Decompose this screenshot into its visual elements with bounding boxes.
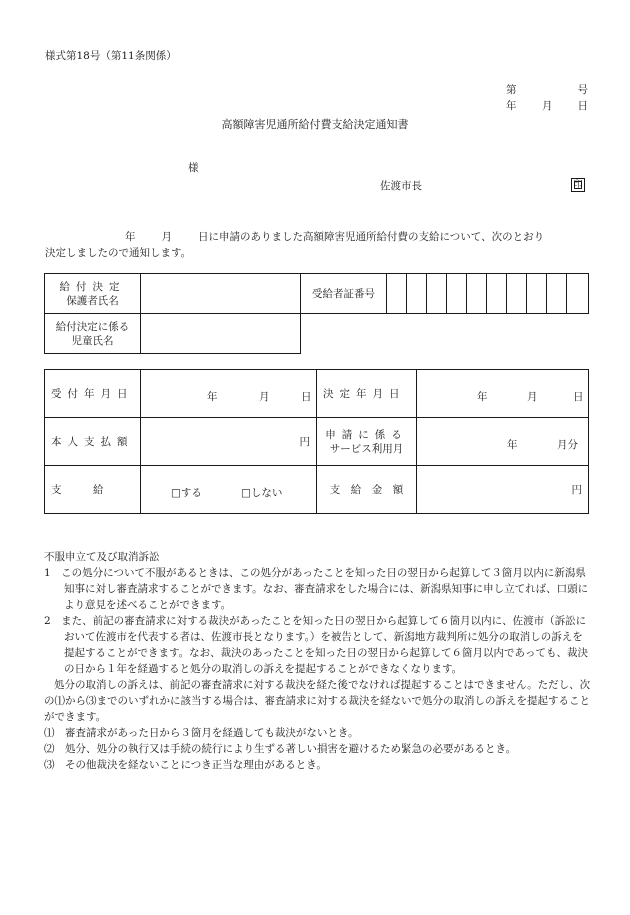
service-month-label-line-2: サービス利用月	[329, 442, 404, 455]
notes-item-2: 2 また、前記の審査請求に対する裁決があったことを知った日の翌日から起算して６箇月以内に、佐渡市（訴訟において佐渡市を代表する者は、佐渡市長となります。）を被告として、新潟地方裁判所に処分の取消しの訴えを提起することができます。なお、裁決のあったことを知った日の翌日から起算して６箇月以内であっても、裁決の日から１年を経過すると処分の取消しの訴えを提起することができなくなります。	[44, 615, 588, 675]
payment-details-table	[44, 369, 589, 514]
form-number: 様式第18号（第11条関係）	[45, 50, 177, 62]
self-payment-label: 本人支払額	[45, 418, 141, 466]
decision-date-label: 決定年月日	[317, 370, 417, 418]
issuer-name: 佐渡市長	[380, 180, 422, 192]
recipient-number-digit[interactable]	[507, 274, 527, 314]
notes-sub-3: ⑶ その他裁決を経ないことにつき正当な理由があるとき。	[44, 759, 327, 771]
intro-paragraph	[45, 229, 590, 261]
date-day: 日	[577, 100, 588, 112]
payment-amount-label: 支 給 金 額	[317, 466, 417, 514]
recipient-number-digit[interactable]	[387, 274, 407, 314]
decision-year: 年	[477, 390, 488, 403]
service-year: 年	[507, 438, 518, 451]
child-name-field[interactable]	[141, 314, 301, 354]
self-payment-yen: 円	[299, 436, 310, 448]
receipt-date-label: 受付年月日	[45, 370, 141, 418]
child-label-line-2: 児童氏名	[71, 334, 114, 347]
guardian-name-field[interactable]	[141, 274, 301, 314]
receipt-day: 日	[301, 390, 312, 403]
recipient-number-digit[interactable]	[427, 274, 447, 314]
number-suffix: 号	[577, 84, 588, 96]
recipient-number-digit[interactable]	[527, 274, 547, 314]
child-label-line-1: 給付決定に係る	[55, 320, 130, 333]
payment-amount-yen: 円	[571, 484, 582, 496]
recipient-number-digit[interactable]	[567, 274, 589, 314]
empty-area	[301, 314, 589, 354]
intro-line-2: 決定しましたので通知します。	[45, 247, 192, 259]
payment-options	[141, 466, 317, 514]
payment-option-no[interactable]: □しない	[241, 486, 283, 499]
receipt-month: 月	[259, 390, 270, 403]
decision-date-field[interactable]	[417, 370, 589, 418]
notes-sub-2: ⑵ 処分、処分の執行又は手続の続行により生ずる著しい損害を避けるため緊急の必要があるとき。	[44, 743, 517, 755]
appeal-notes	[44, 549, 592, 773]
self-payment-field[interactable]	[141, 418, 317, 466]
date-year: 年	[506, 100, 517, 112]
payment-label: 支 給	[45, 466, 141, 514]
payment-amount-field[interactable]	[417, 466, 589, 514]
notes-paragraph: 処分の取消しの訴えは、前記の審査請求に対する裁決を経た後でなければ提起することはできません。ただし、次の⑴から⑶までのいずれかに該当する場合は、審査請求に対する裁決を経ないで処分の取消しの訴えを提起することができます。	[44, 679, 591, 723]
intro-year: 年	[125, 231, 136, 243]
intro-line-1	[45, 229, 590, 245]
recipient-number-label: 受給者証番号	[301, 274, 387, 314]
notes-item-1: 1 この処分について不服があるときは、この処分があったことを知った日の翌日から起算して３箇月以内に新潟県知事に対し審査請求することができます。なお、審査請求をした場合には、新潟県知事に申し立てれば、口頭により意見を述べることができます。	[44, 567, 589, 611]
service-month-unit: 月分	[557, 438, 578, 451]
receipt-date-field[interactable]	[141, 370, 317, 418]
guardian-label-line-1: 給付決定	[59, 280, 126, 293]
date-month: 月	[542, 100, 553, 112]
recipient-number-digit[interactable]	[467, 274, 487, 314]
seal-mark: 印	[571, 178, 585, 192]
number-prefix: 第	[506, 84, 517, 96]
recipient-number-digit[interactable]	[547, 274, 567, 314]
service-month-field[interactable]	[417, 418, 589, 466]
recipient-number-digit[interactable]	[407, 274, 427, 314]
decision-month: 月	[527, 390, 538, 403]
recipient-info-table	[44, 273, 589, 354]
recipient-number-digit[interactable]	[447, 274, 467, 314]
service-month-label	[317, 418, 417, 466]
notes-sub-1: ⑴ 審査請求があった日から３箇月を経過しても裁決がないとき。	[44, 727, 359, 739]
child-name-label	[45, 314, 141, 354]
notes-heading: 不服申立て及び取消訴訟	[44, 551, 160, 563]
payment-option-yes[interactable]: □する	[171, 486, 202, 499]
receipt-year: 年	[207, 390, 218, 403]
recipient-number-digit[interactable]	[487, 274, 507, 314]
document-title: 高額障害児通所給付費支給決定通知書	[221, 118, 409, 131]
decision-day: 日	[573, 390, 584, 403]
intro-month: 月	[161, 231, 172, 243]
service-month-label-line-1: 申請に係る	[325, 428, 408, 441]
addressee-suffix: 様	[188, 162, 199, 174]
guardian-label-line-2: 保護者氏名	[66, 294, 119, 307]
intro-text-1: 日に申請のありました高額障害児通所給付費の支給について、次のとおり	[198, 231, 545, 243]
guardian-name-label	[45, 274, 141, 314]
